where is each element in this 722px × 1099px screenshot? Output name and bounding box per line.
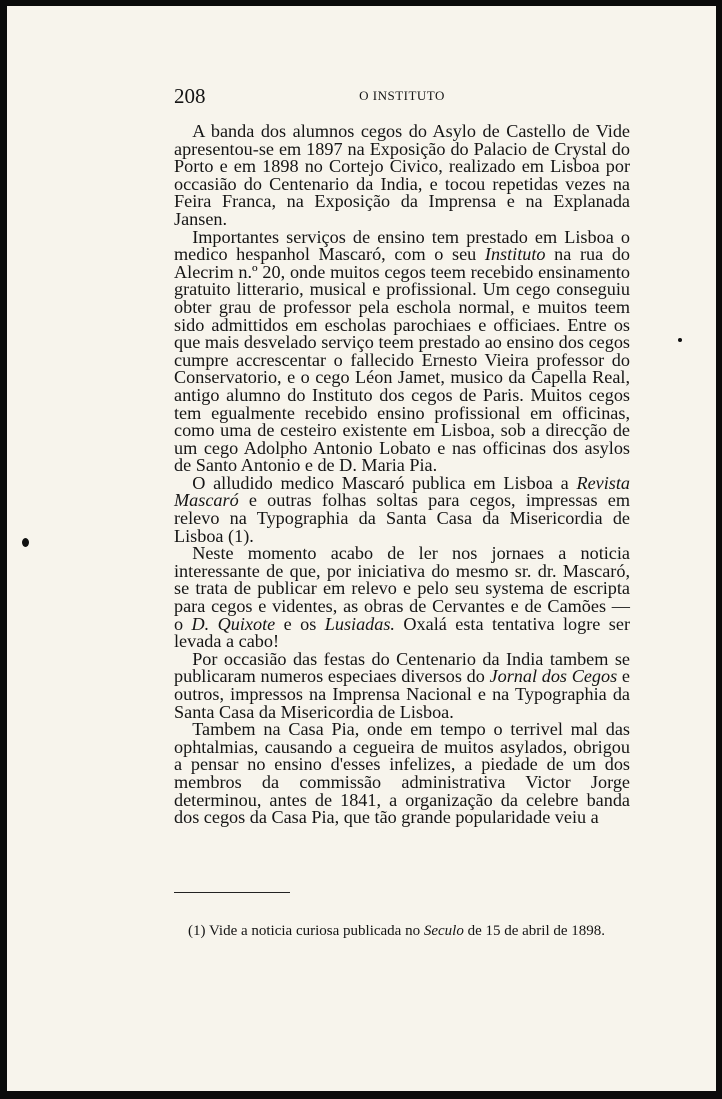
- paragraph: [174, 545, 630, 651]
- paragraph: [174, 123, 630, 229]
- footnote-italic: Seculo: [423, 923, 464, 939]
- paragraph: [174, 472, 630, 546]
- paragraph-text: Por occasião das festas do Centenario da India tambem se publicaram numeros especiaes diversos do: [174, 648, 630, 687]
- paragraph-text: Neste momento acabo de ler nos jornaes a noticia interessante de que, por iniciativa do mesmo sr. dr. Mascaró, se trata de publicar em relevo e pelo seu systema de escripta para cegos e videntes, as obras de Cervantes e de Camões — o: [174, 543, 630, 634]
- scan-border-right: [716, 0, 722, 1099]
- paragraph-text: Oxalá esta tentativa logre ser levada a cabo!: [174, 613, 630, 652]
- paragraph: [174, 226, 631, 476]
- paragraph-text: e outros, impressos na Imprensa Nacional e na Typographia da Santa Casa da Misericordia de Lisboa.: [174, 666, 630, 722]
- scan-border-left: [0, 0, 7, 1099]
- page-header: [174, 84, 630, 108]
- paragraph-text: na rua do Alecrim n.º 20, onde muitos cegos teem recebido ensinamento gratuito litterario, musical e profissional. Um cego conseguiu obter grau de professor pela eschola normal, e muitos teem sido admittidos em escholas parochiaes e officiaes. Entre os que mais desvelado serviço teem prestado ao ensino dos cegos cumpre accrescentar o fallecido Ernesto Vieira professor do Conservatorio, e o cego Léon Jamet, musico da Capella Real, antigo alumno do Instituto dos cegos de Paris. Muitos cegos tem egualmente recebido ensino profissional em officinas, como uma de cesteiro existente em Lisboa, sob a direcção de um cego Adolpho Antonio Lobato e nas officinas dos asylos de Santo Antonio e de D. Maria Pia.: [174, 244, 631, 476]
- running-title: O INSTITUTO: [359, 88, 445, 103]
- paragraph-text: O alludido medico Mascaró publica em Lisboa a: [192, 472, 577, 493]
- footnote: [188, 922, 638, 940]
- italic-text: Instituto: [484, 244, 546, 265]
- scan-border-bottom: [0, 1091, 722, 1099]
- footnote-text-end: de 15 de abril de 1898.: [463, 923, 606, 939]
- paragraph-text: e outras folhas soltas para cegos, impressas em relevo na Typographia da Santa Casa da Misericordia de Lisboa (1).: [174, 490, 630, 546]
- italic-text: Jornal dos Cegos: [489, 666, 618, 687]
- paragraph-text: Tambem na Casa Pia, onde em tempo o terrivel mal das ophtalmias, causando a cegueira de muitos asylados, obrigou a pensar no ensino d'esses infelizes, a piedade de um dos membros da commissão administrativa Victor Jorge determinou, antes de 1841, a organização da celebre banda dos cegos da Casa Pia, que tão grande popularidade veiu a: [174, 719, 630, 828]
- footnote-text: Vide a noticia curiosa publicada no: [205, 923, 424, 939]
- paragraph-text: e os: [275, 613, 325, 634]
- italic-text: Lusiadas.: [324, 613, 395, 634]
- scan-speck: [22, 538, 29, 547]
- paragraph: [174, 721, 630, 827]
- footnote-marker: (1): [188, 923, 206, 939]
- paragraph-text: Importantes serviços de ensino tem prestado em Lisboa o medico hespanhol Mascaró, com o seu: [174, 226, 630, 265]
- italic-text: Revista Mascaró: [174, 472, 630, 511]
- scan-border-top: [0, 0, 722, 6]
- footnote-rule: [174, 892, 290, 893]
- paragraph-text: A banda dos alumnos cegos do Asylo de Castello de Vide apresentou-se em 1897 na Exposição do Palacio de Crystal do Porto e em 1898 no Cortejo Civico, realizado em Lisboa por occasião do Centenario da India, e tocou repetidas vezes na Feira Franca, na Exposição da Imprensa e na Explanada Jansen.: [174, 121, 630, 229]
- scan-speck: [678, 338, 682, 342]
- italic-text: D. Quixote: [191, 613, 276, 634]
- paragraph: [174, 648, 630, 722]
- page-number: 208: [174, 84, 206, 108]
- body-text: [174, 123, 630, 827]
